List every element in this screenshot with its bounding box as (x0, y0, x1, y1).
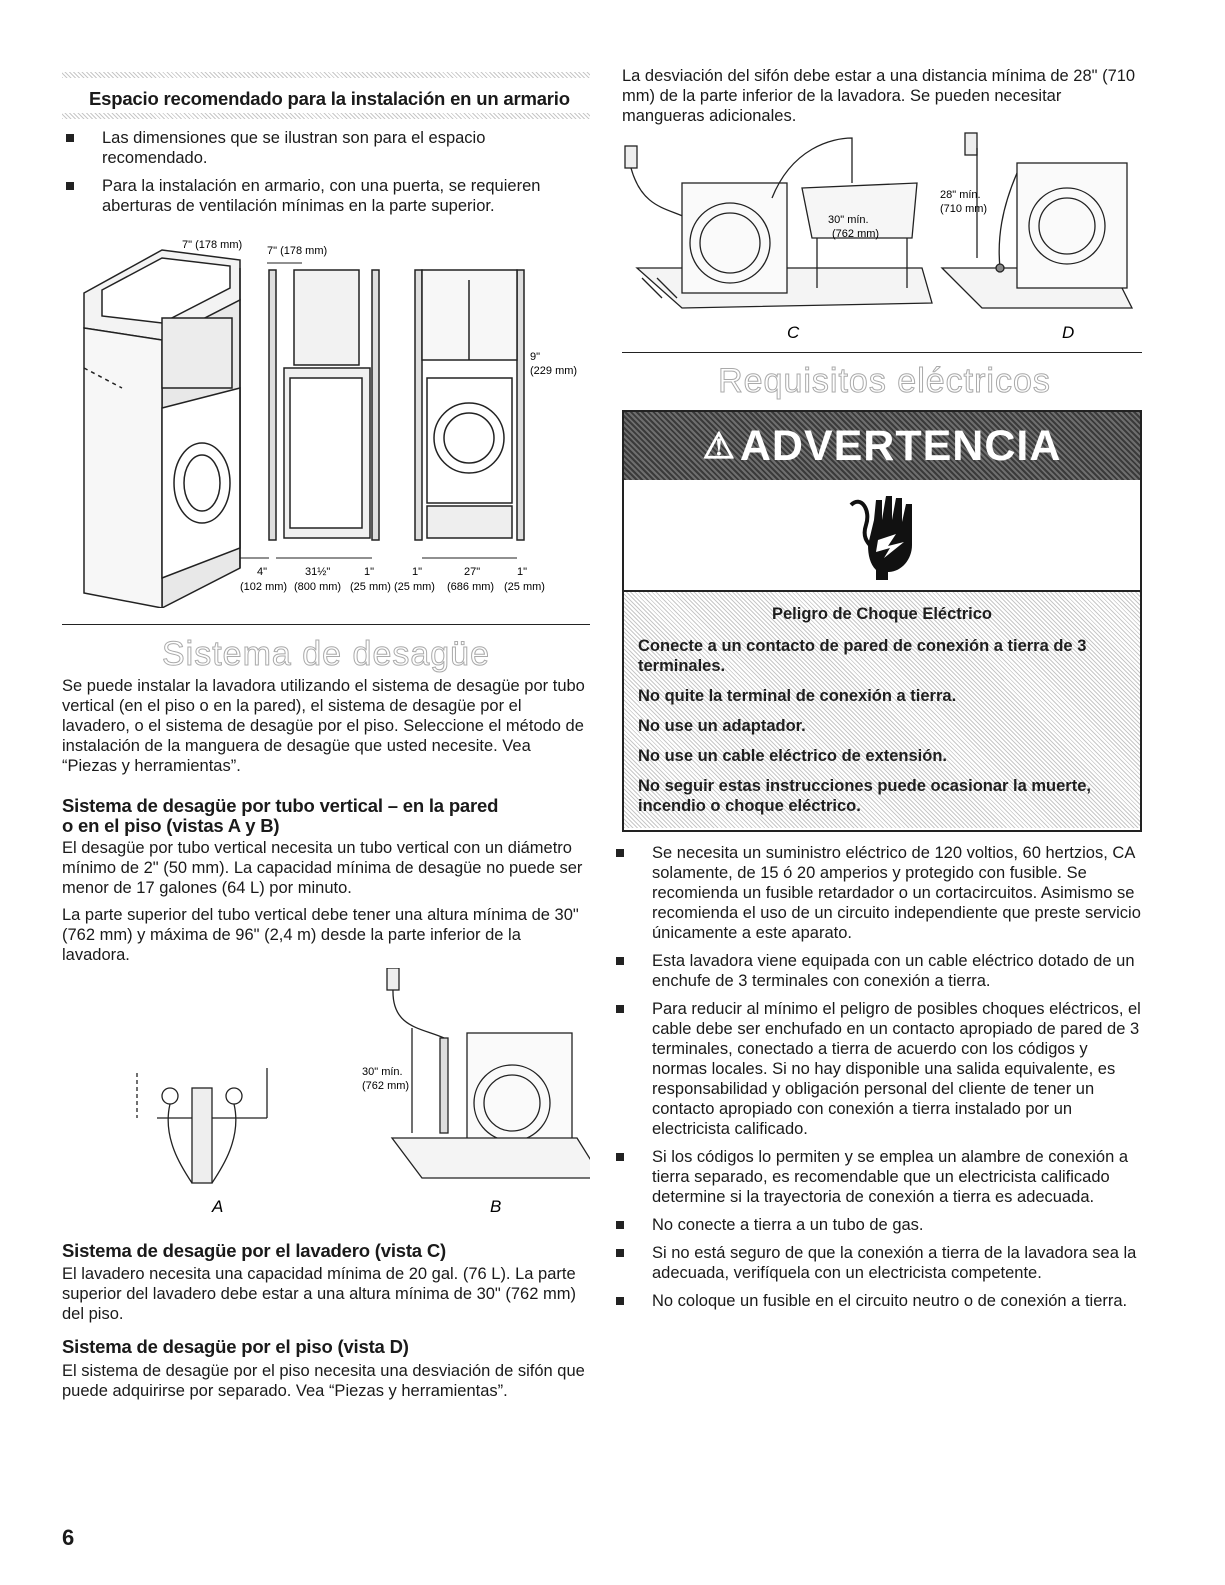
warning-line: No seguir estas instrucciones puede ocasionar la muerte, incendio o choque eléctrico. (638, 777, 1091, 815)
closet-front-view-stacked (269, 270, 379, 540)
drain-intro: Se puede instalar la lavadora utilizando el sistema de desagüe por tubo vertical (en el piso o en la pared), el sistema de desagüe por el lavadero, o el sistema de desagüe por el piso. Seleccione el método de instalación de la manguera de desagüe que usted necesite. Vea “Piezas y herramientas”. (62, 677, 585, 775)
dim-side-mm: (229 mm) (530, 365, 578, 377)
fig-c-dim: 30" mín. (828, 214, 869, 226)
dim-bottom: 31½" (305, 566, 331, 578)
bottom-dimensions (240, 566, 545, 593)
closet-installation-figure (62, 228, 590, 608)
dim-bottom-mm: (25 mm) (394, 581, 435, 593)
warning-line: Conecte a un contacto de pared de conexión a tierra de 3 terminales. (638, 637, 1087, 675)
dim-top-2: 7" (178 mm) (267, 245, 328, 257)
figure-label-d: D (1062, 323, 1075, 342)
fig-b-dim-mm: (762 mm) (362, 1080, 410, 1092)
warning-body (624, 592, 1140, 828)
tub-paragraph: El lavadero necesita una capacidad mínima de 20 gal. (76 L). La parte superior del lavadero debe estar a una altura mínima de 30" (762 mm) del piso. (62, 1265, 576, 1323)
fig-d-dim-mm: (710 mm) (940, 203, 988, 215)
figure-b-floor-standpipe (387, 968, 590, 1178)
standpipe-heading: Sistema de desagüe por tubo vertical – en la pared (62, 795, 499, 816)
figure-a-wall-standpipe (137, 1068, 267, 1183)
warning-header (624, 412, 1140, 480)
closet-perspective-drawing (84, 250, 240, 608)
dim-bottom-mm: (102 mm) (240, 581, 288, 593)
warning-line: No use un adaptador. (638, 717, 806, 735)
dim-bottom: 1" (412, 566, 423, 578)
warning-symbol-area (624, 480, 1140, 592)
standpipe-height-paragraph: La parte superior del tubo vertical debe tener una altura mínima de 30" (762 mm) y máxima de 96" (2,4 m) desde la parte inferior de la lavadora. (62, 906, 579, 964)
figure-label-c: C (787, 323, 800, 342)
warning-hazard: Peligro de Choque Eléctrico (771, 605, 993, 623)
figure-d-floor-drain (942, 133, 1132, 308)
dim-bottom: 1" (364, 566, 375, 578)
electric-shock-hand-icon (846, 490, 916, 580)
tub-heading: Sistema de desagüe por el lavadero (vista C) (62, 1240, 446, 1261)
fig-d-dim: 28" mín. (940, 189, 981, 201)
closet-front-view-pedestal (415, 270, 524, 540)
warning-line: No use un cable eléctrico de extensión. (638, 747, 948, 765)
dim-bottom-mm: (25 mm) (350, 581, 391, 593)
dim-bottom: 4" (257, 566, 268, 578)
warning-title: ADVERTENCIA (739, 421, 1062, 470)
figure-c-laundry-tub (625, 138, 932, 308)
electrical-bullet: Esta lavadora viene equipada con un cable eléctrico dotado de un enchufe de 3 terminales con conexión a tierra. (612, 951, 1142, 991)
fig-b-dim: 30" mín. (362, 1066, 403, 1078)
drain-figure-cd (622, 128, 1147, 348)
electrical-bullet: Para reducir al mínimo el peligro de posibles choques eléctricos, el cable debe ser enchufado en un contacto apropiado de pared de 3 terminales, conectado a tierra de acuerdo con los códigos y normas locales. Si no hay disponible una salida equivalente, es responsabilidad y obligación personal del cliente de tener un contacto apropiado con conexión a tierra instalado por un electricista calificado. (612, 999, 1142, 1139)
dim-bottom: 1" (517, 566, 528, 578)
closet-heading: Espacio recomendado para la instalación en un armario (89, 88, 570, 109)
standpipe-heading-line2: o en el piso (vistas A y B) (62, 815, 280, 836)
electrical-bullet: Si no está seguro de que la conexión a tierra de la lavadora sea la adecuada, verifíquela con un electricista competente. (612, 1243, 1142, 1283)
electrical-bullet: No coloque un fusible en el circuito neutro o de conexión a tierra. (612, 1291, 1142, 1311)
dim-bottom: 27" (464, 566, 481, 578)
figure-label-b: B (490, 1197, 502, 1216)
section-rule (62, 624, 590, 625)
floor-drain-heading: Sistema de desagüe por el piso (vista D) (62, 1336, 409, 1357)
dim-top-1: 7" (178 mm) (182, 239, 243, 251)
dim-bottom-mm: (800 mm) (294, 581, 342, 593)
heading-rule-top (62, 72, 590, 78)
dim-side: 9" (530, 351, 541, 363)
floor-drain-paragraph: El sistema de desagüe por el piso necesita una desviación de sifón que puede adquirirse por separado. Vea “Piezas y herramientas”. (62, 1362, 585, 1400)
electrical-section-title: Requisitos eléctricos (718, 362, 1051, 400)
closet-bullet: Para la instalación en armario, con una puerta, se requieren aberturas de ventilación mínimas en la parte superior. (62, 176, 582, 216)
dim-bottom-mm: (25 mm) (504, 581, 545, 593)
siphon-intro: La desviación del sifón debe estar a una distancia mínima de 28" (710 mm) de la parte inferior de la lavadora. Se pueden necesitar mangueras adicionales. (622, 67, 1136, 125)
figure-label-a: A (212, 1197, 224, 1216)
standpipe-figure-ab (62, 968, 590, 1218)
standpipe-paragraph: El desagüe por tubo vertical necesita un tubo vertical con un diámetro mínimo de 2" (50 mm). La capacidad mínima de desagüe no puede ser menor de 17 galones (64 L) por minuto. (62, 839, 583, 897)
electrical-bullet-list (612, 843, 1142, 1319)
closet-bullet: Las dimensiones que se ilustran son para el espacio recomendado. (62, 128, 582, 168)
warning-box (622, 410, 1142, 832)
fig-c-dim-mm: (762 mm) (832, 228, 880, 240)
dim-bottom-mm: (686 mm) (447, 581, 495, 593)
warning-line: No quite la terminal de conexión a tierra. (638, 687, 957, 705)
warning-triangle-icon: ⚠ (702, 425, 736, 466)
heading-rule-bottom (62, 113, 590, 119)
electrical-bullet: Se necesita un suministro eléctrico de 120 voltios, 60 hertzios, CA solamente, de 15 ó 20 amperios y protegido con fusible. Se recomienda un fusible retardador o un cortacircuitos. Asimismo se recomienda el uso de un circuito independiente que preste servicio únicamente a este aparato. (612, 843, 1142, 943)
section-rule (622, 352, 1142, 353)
drain-section-title: Sistema de desagüe (162, 635, 490, 673)
electrical-bullet: No conecte a tierra a un tubo de gas. (612, 1215, 1142, 1235)
closet-bullet-list (62, 128, 582, 224)
page-number: 6 (62, 1525, 75, 1550)
electrical-bullet: Si los códigos lo permiten y se emplea un alambre de conexión a tierra separado, es recomendable que un electricista calificado determine si la trayectoria de conexión a tierra es adecuada. (612, 1147, 1142, 1207)
